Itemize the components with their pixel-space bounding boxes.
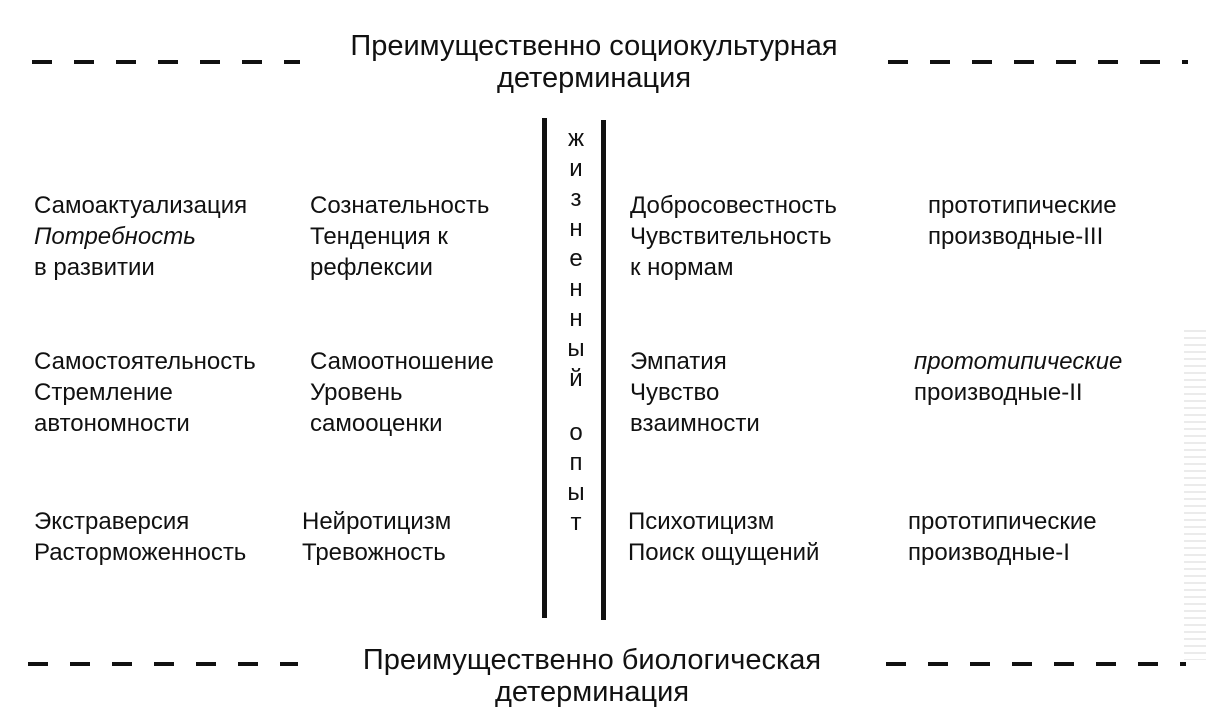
vertical-letter: о <box>569 419 583 446</box>
row1-col3 <box>628 506 819 568</box>
bottom-heading-line2: детерминация <box>494 676 690 708</box>
row1-col2 <box>302 506 451 568</box>
bottom-heading <box>298 644 886 708</box>
row3-col1 <box>34 190 247 283</box>
top-right-dashed-line <box>888 60 1188 64</box>
trait-tendency: Расторможенность <box>34 539 247 566</box>
row1-col1 <box>34 506 246 568</box>
trait-name: Сознательность <box>310 192 490 219</box>
trait-tendency: Чувствительность <box>630 223 832 250</box>
vertical-letter: ы <box>567 335 585 362</box>
level-label: производные-II <box>914 379 1083 406</box>
trait-tendency: Чувство <box>630 379 720 406</box>
trait-name: Нейротицизм <box>302 508 452 535</box>
scan-edge-noise <box>1184 330 1206 660</box>
level-label: прототипические <box>908 508 1097 535</box>
vertical-letter: н <box>569 215 583 242</box>
row3-col2 <box>310 190 489 283</box>
vertical-letter: й <box>569 365 583 392</box>
trait-tendency: к нормам <box>630 254 734 281</box>
right-vertical-bar <box>601 120 606 620</box>
trait-name: Самостоятельность <box>34 348 256 375</box>
trait-tendency: Стремление <box>34 379 173 406</box>
row2-col3 <box>630 346 760 439</box>
vertical-letter: п <box>569 449 583 476</box>
life-experience-vertical-label <box>555 124 597 538</box>
level-label: производные-III <box>928 223 1104 250</box>
trait-tendency: Потребность <box>34 223 196 250</box>
trait-tendency: автономности <box>34 410 190 437</box>
bottom-right-dashed-line <box>886 662 1186 666</box>
trait-tendency: взаимности <box>630 410 760 437</box>
level-label: производные-I <box>908 539 1070 566</box>
left-vertical-bar <box>542 118 547 618</box>
bottom-heading-line1: Преимущественно биологическая <box>362 644 822 676</box>
row3-col4 <box>928 190 1117 252</box>
vertical-letter: ж <box>567 125 585 152</box>
row2-col2 <box>310 346 494 439</box>
trait-tendency: самооценки <box>310 410 443 437</box>
trait-name: Психотицизм <box>628 508 775 535</box>
top-heading-line1: Преимущественно социокультурная <box>350 30 838 62</box>
trait-name: Самоотношение <box>310 348 494 375</box>
trait-tendency: Тенденция к <box>310 223 448 250</box>
trait-tendency: Уровень <box>310 379 403 406</box>
vertical-letter: н <box>569 305 583 332</box>
top-left-dashed-line <box>32 60 300 64</box>
vertical-letter: ы <box>567 479 585 506</box>
trait-tendency: Поиск ощущений <box>628 539 820 566</box>
vertical-letter: н <box>569 275 583 302</box>
vertical-gap <box>555 394 597 418</box>
bottom-left-dashed-line <box>28 662 298 666</box>
top-heading-line2: детерминация <box>496 62 692 94</box>
level-label: прототипические <box>914 348 1123 375</box>
vertical-letter: и <box>569 155 583 182</box>
vertical-letter: з <box>570 185 582 212</box>
trait-name: Самоактуализация <box>34 192 248 219</box>
top-heading <box>300 30 888 94</box>
trait-tendency: рефлексии <box>310 254 433 281</box>
vertical-letter: т <box>570 509 582 536</box>
trait-name: Экстраверсия <box>34 508 190 535</box>
trait-name: Добросовестность <box>630 192 837 219</box>
trait-name: Эмпатия <box>630 348 727 375</box>
trait-tendency: в развитии <box>34 254 155 281</box>
row1-col4 <box>908 506 1097 568</box>
row2-col1 <box>34 346 256 439</box>
vertical-letter: е <box>569 245 583 272</box>
level-label: прототипические <box>928 192 1117 219</box>
row3-col3 <box>630 190 837 283</box>
trait-tendency: Тревожность <box>302 539 446 566</box>
row2-col4 <box>914 346 1122 408</box>
